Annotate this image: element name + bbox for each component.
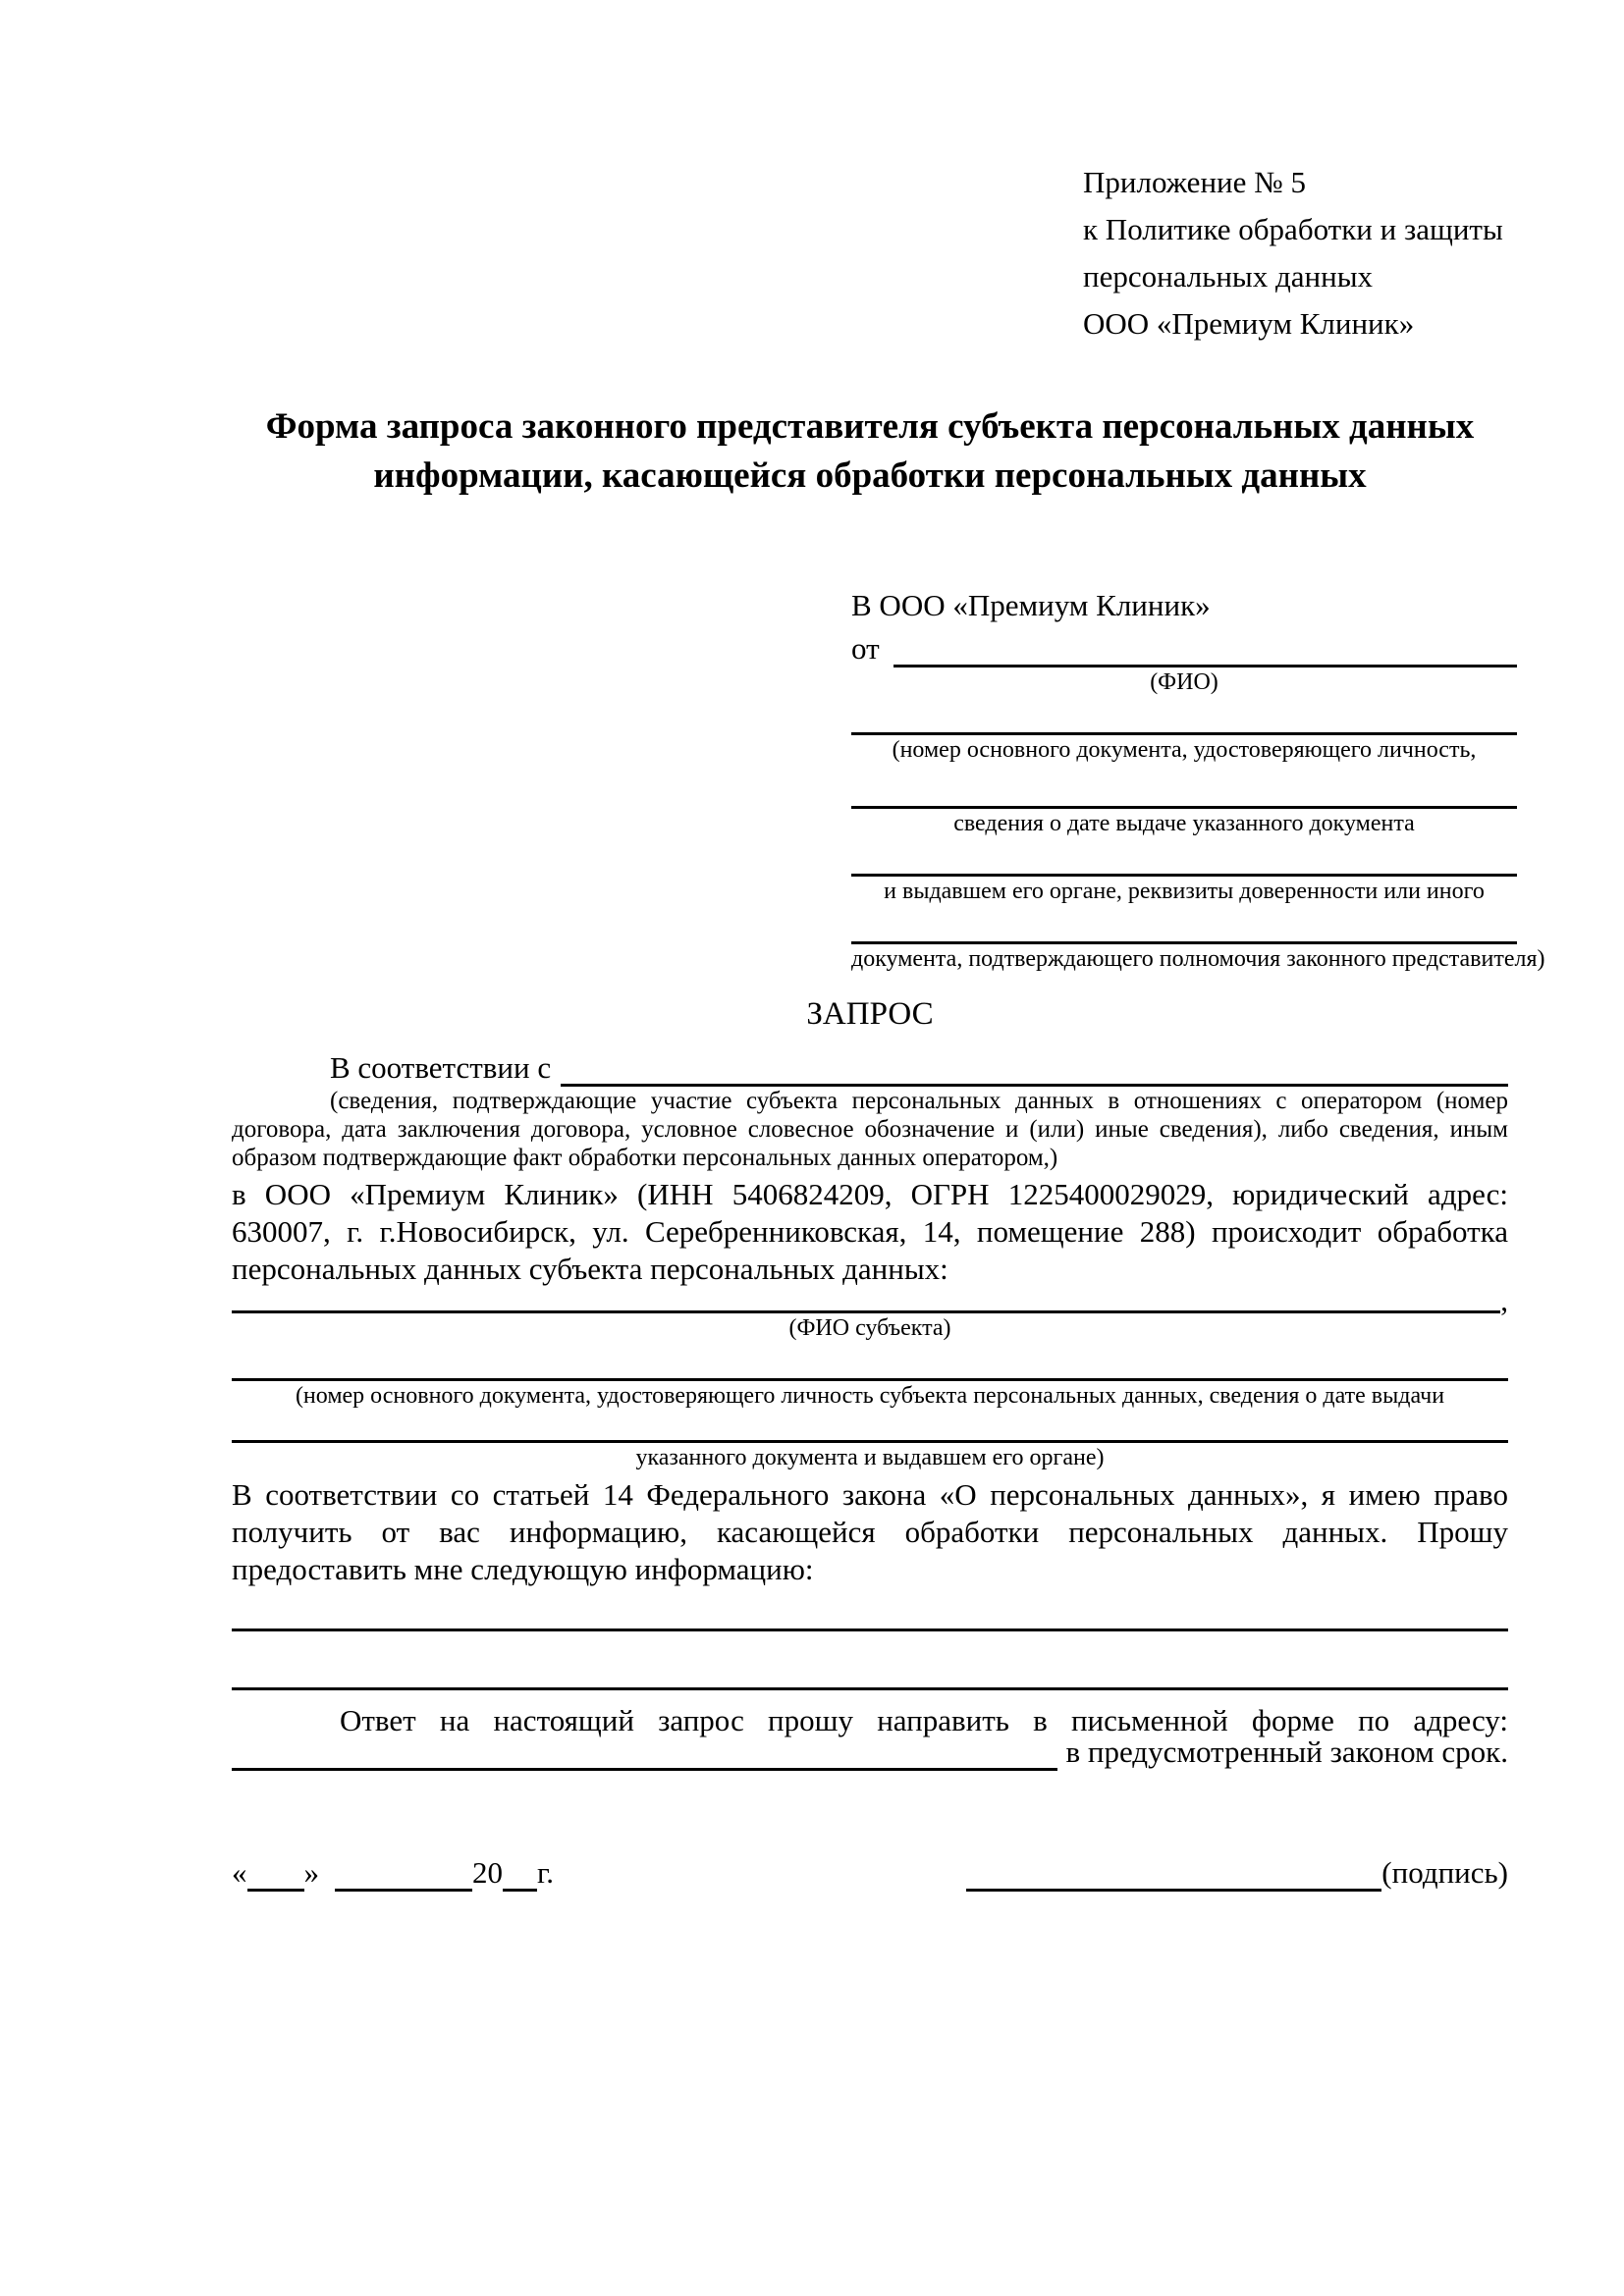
month-field[interactable] [335, 1855, 472, 1892]
representative-document-field-4[interactable] [851, 906, 1517, 944]
title-line-2: информации, касающейся обработки персональных данных [373, 455, 1367, 496]
year-prefix: 20 [472, 1855, 503, 1890]
operator-paragraph: в ООО «Премиум Клиник» (ИНН 5406824209, ОГРН 1225400029029, юридический адрес: 630007, г. г.Новосибирск, ул. Серебренниковская, 14, помещение 288) происходит обработка персональных данных субъекта персональных данных: [232, 1177, 1508, 1286]
signature-caption: (подпись) [1381, 1855, 1508, 1890]
addressee-organization: В ООО «Премиум Клиник» [851, 588, 1211, 622]
representative-document-field-3[interactable] [851, 838, 1517, 877]
representative-document-field-2[interactable] [851, 765, 1517, 809]
requested-information-field-1[interactable] [232, 1588, 1508, 1631]
subject-fio-caption: (ФИО субъекта) [788, 1315, 951, 1341]
reply-address-field[interactable] [232, 1768, 1057, 1771]
representative-document-caption-3: и выдавшем его органе, реквизиты доверенности или иного [884, 879, 1485, 904]
document-title [232, 402, 1508, 501]
title-line-1: Форма запроса законного представителя субъекта персональных данных [265, 406, 1475, 447]
request-heading: ЗАПРОС [806, 996, 934, 1032]
from-label: от [851, 631, 880, 666]
request-body [232, 993, 1508, 1892]
appendix-header-line-2: к Политике обработки и защиты [1083, 212, 1503, 246]
subject-document-field-2[interactable] [232, 1411, 1508, 1443]
year-suffix: г. [537, 1855, 554, 1890]
representative-document-caption-1: (номер основного документа, удостоверяющего личность, [892, 737, 1477, 763]
subject-document-caption-1: (номер основного документа, удостоверяющего личность субъекта персональных данных, сведения о дате выдачи [295, 1383, 1445, 1409]
reply-paragraph: Ответ на настоящий запрос прошу направить в письменной форме по адресу: [340, 1703, 1508, 1737]
from-row [851, 624, 1517, 667]
requested-information-field-2[interactable] [232, 1631, 1508, 1690]
signature-field[interactable] [966, 1855, 1381, 1892]
basis-row [232, 1042, 1508, 1087]
subject-document-field-1[interactable] [232, 1343, 1508, 1381]
subject-document-caption-2: указанного документа и выдавшем его органе) [635, 1445, 1105, 1470]
basis-label: В соответствии с [330, 1050, 552, 1085]
addressee-block [851, 587, 1545, 974]
appendix-header-line-1: Приложение № 5 [1083, 165, 1306, 199]
reply-tail-text: в предусмотренный законом срок. [1065, 1735, 1508, 1769]
date-group [232, 1854, 554, 1892]
subject-fio-row [232, 1283, 1508, 1317]
day-field[interactable] [247, 1855, 304, 1892]
reply-address-row [232, 1735, 1508, 1771]
appendix-header-line-3: персональных данных [1083, 259, 1374, 294]
signature-group [966, 1854, 1508, 1892]
basis-caption: (сведения, подтверждающие участие субъекта персональных данных в отношениях с оператором (номер договора, дата заключения договора, условное словесное обозначение и (или) иные сведения), либо сведения, иным образом подтверждающие факт обработки персональных данных оператором,) [232, 1088, 1508, 1171]
representative-document-caption-2: сведения о дате выдаче указанного документа [953, 811, 1415, 836]
date-quote-open: « [232, 1855, 247, 1890]
subject-fio-comma: , [1500, 1283, 1508, 1317]
law-paragraph: В соответствии со статьей 14 Федерального закона «О персональных данных», я имею право получить от вас информацию, касающейся обработки персональных данных. Прошу предоставить мне следующую информацию: [232, 1477, 1508, 1586]
year-field[interactable] [503, 1855, 537, 1892]
representative-document-field-1[interactable] [851, 697, 1517, 735]
date-signature-row [232, 1854, 1508, 1892]
appendix-header-line-4: ООО «Премиум Клиник» [1083, 306, 1415, 341]
representative-fio-caption: (ФИО) [1150, 669, 1218, 695]
appendix-header [1083, 159, 1503, 347]
representative-document-caption-4: документа, подтверждающего полномочия законного представителя) [851, 946, 1545, 972]
date-quote-close: » [303, 1855, 319, 1890]
